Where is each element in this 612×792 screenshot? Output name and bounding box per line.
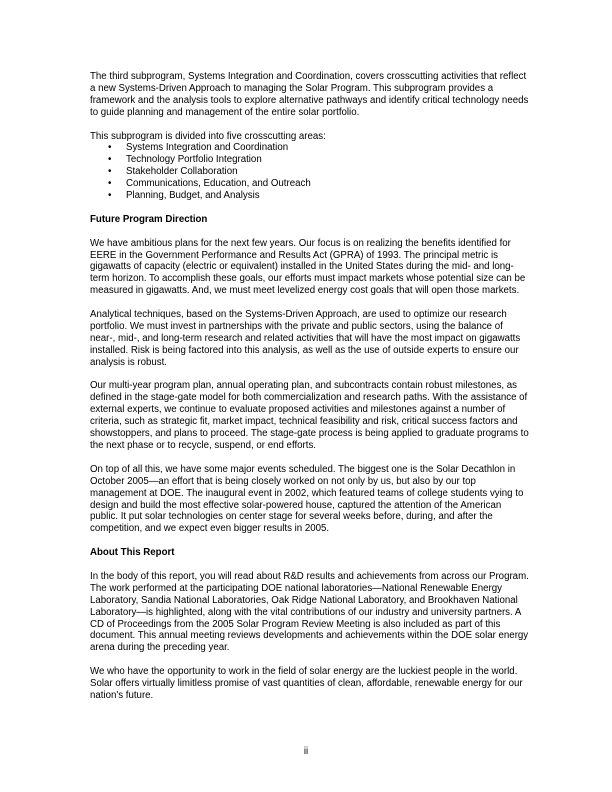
list-item: • Communications, Education, and Outreach bbox=[108, 178, 311, 190]
page-number: ii bbox=[303, 746, 309, 757]
about-paragraph: We who have the opportunity to work in the field of solar energy are the luckiest people in the world. Solar offers virtually limitless promise of vast quantities of clean, affordable, renewable energy for our nation's future. bbox=[90, 666, 523, 701]
about-paragraph: In the body of this report, you will read about R&D results and achievements from across our Program. The work performed at the participating DOE national laboratories—National Renewable Energy Laboratory, Sandia National Laboratories, Oak Ridge National Laboratory, and Brookhaven National Laboratory—is highlighted, along with the vital contributions of our industry and university partners. A CD of Proceedings from the 2005 Solar Program Review Meeting is also included as part of this document. This annual meeting reviews developments and achievements within the DOE solar energy arena during the preceding year. bbox=[90, 570, 529, 654]
future-program-direction-heading: Future Program Direction bbox=[90, 213, 208, 225]
document-body bbox=[90, 71, 530, 714]
future-paragraph: Analytical techniques, based on the Systems-Driven Approach, are used to optimize our research portfolio. We must invest in partnerships with the private and public sectors, using the balance of near-, mid-, and long-term research and related activities that will have the most impact on gigawatts installed. Risk is being factored into this analysis, as well as the use of outside experts to ensure our analysis is robust. bbox=[90, 309, 521, 368]
intro-paragraph: The third subprogram, Systems Integration and Coordination, covers crosscutting activities that reflect a new Systems-Driven Approach to managing the Solar Program. This subprogram provides a framework and the analysis tools to explore alternative pathways and identify critical technology needs to guide planning and management of the entire solar portfolio. bbox=[90, 71, 529, 118]
areas-intro-paragraph: This subprogram is divided into five crosscutting areas: bbox=[90, 130, 326, 142]
list-item: • Technology Portfolio Integration bbox=[108, 154, 262, 166]
bullet-icon: • bbox=[108, 190, 112, 202]
future-paragraph: Our multi-year program plan, annual operating plan, and subcontracts contain robust milestones, as defined in the stage-gate model for both commercialization and research paths. With the assistance of external experts, we continue to evaluate proposed activities and milestones against a number of criteria, such as strategic fit, market impact, technical feasibility and risk, critical success factors and showstoppers, and plans to proceed. The stage-gate process is being applied to graduate programs to the next phase or to recycle, suspend, or end efforts. bbox=[90, 380, 529, 452]
crosscutting-areas-list bbox=[90, 142, 530, 202]
bullet-icon: • bbox=[108, 154, 112, 166]
list-item: • Planning, Budget, and Analysis bbox=[108, 190, 260, 202]
bullet-icon: • bbox=[108, 166, 112, 178]
about-this-report-heading: About This Report bbox=[90, 547, 175, 559]
list-item: • Systems Integration and Coordination bbox=[108, 142, 289, 154]
bullet-icon: • bbox=[108, 178, 112, 190]
future-paragraph: We have ambitious plans for the next few years. Our focus is on realizing the benefits identified for EERE in the Government Performance and Results Act (GPRA) of 1993. The principal metric is gigawatts of capacity (electric or equivalent) installed in the United States during the mid- and long-term horizon. To accomplish these goals, our efforts must impact markets whose potential size can be measured in gigawatts. And, we must meet levelized energy cost goals that will open those markets. bbox=[90, 237, 526, 297]
list-item: • Stakeholder Collaboration bbox=[108, 166, 238, 178]
future-paragraph: On top of all this, we have some major events scheduled. The biggest one is the Solar Decathlon in October 2005—an effort that is being closely worked on not only by us, but also by our top management at DOE. The inaugural event in 2002, which featured teams of college students vying to design and build the most effective solar-powered house, captured the attention of the American public. It put solar technologies on center stage for several weeks before, during, and after the competition, and we expect even bigger results in 2005. bbox=[90, 463, 524, 535]
bullet-icon: • bbox=[108, 142, 112, 154]
